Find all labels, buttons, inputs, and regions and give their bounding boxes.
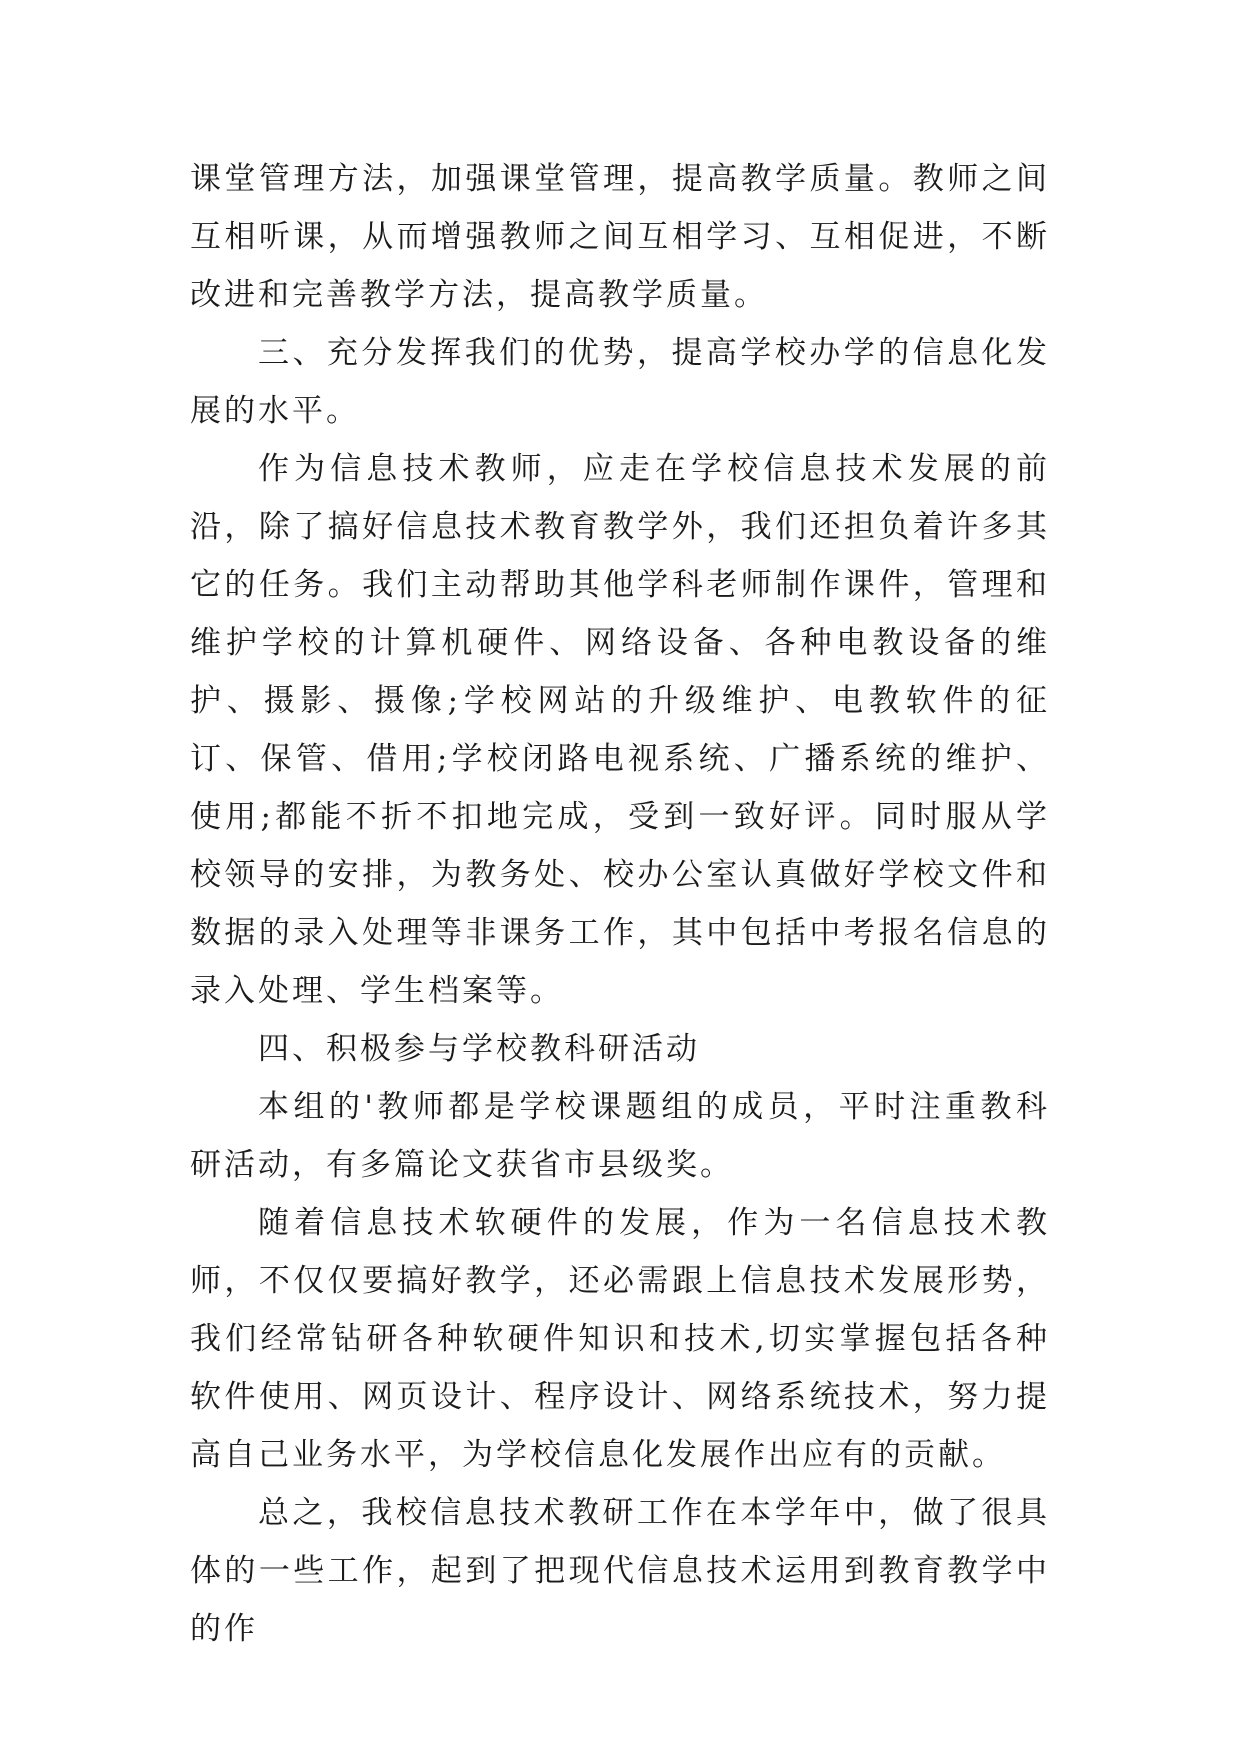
paragraph-skill-development: 随着信息技术软硬件的发展，作为一名信息技术教师，不仅仅要搞好教学，还必需跟上信息技术发展形势，我们经常钻研各种软硬件知识和技术,切实掌握包括各种软件使用、网页设计、程序设计、网络系统技术，努力提高自己业务水平，为学校信息化发展作出应有的贡献。	[190, 1205, 1050, 1473]
paragraph-classroom-management: 课堂管理方法，加强课堂管理，提高教学质量。教师之间互相听课，从而增强教师之间互相学习、互相促进，不断改进和完善教学方法，提高教学质量。	[190, 161, 1050, 313]
document-body	[190, 150, 1050, 1658]
paragraph-research-group: 本组的'教师都是学校课题组的成员，平时注重教科研活动，有多篇论文获省市县级奖。	[190, 1089, 1050, 1183]
heading-section-three: 三、充分发挥我们的优势，提高学校办学的信息化发展的水平。	[190, 335, 1050, 429]
paragraph-it-teacher-duties: 作为信息技术教师，应走在学校信息技术发展的前沿，除了搞好信息技术教育教学外，我们还担负着许多其它的任务。我们主动帮助其他学科老师制作课件，管理和维护学校的计算机硬件、网络设备、各种电教设备的维护、摄影、摄像;学校网站的升级维护、电教软件的征订、保管、借用;学校闭路电视系统、广播系统的维护、使用;都能不折不扣地完成，受到一致好评。同时服从学校领导的安排，为教务处、校办公室认真做好学校文件和数据的录入处理等非课务工作，其中包括中考报名信息的录入处理、学生档案等。	[190, 451, 1050, 1009]
heading-section-four: 四、积极参与学校教科研活动	[258, 1031, 700, 1067]
paragraph-summary: 总之，我校信息技术教研工作在本学年中，做了很具体的一些工作，起到了把现代信息技术运用到教育教学中的作	[190, 1495, 1050, 1647]
